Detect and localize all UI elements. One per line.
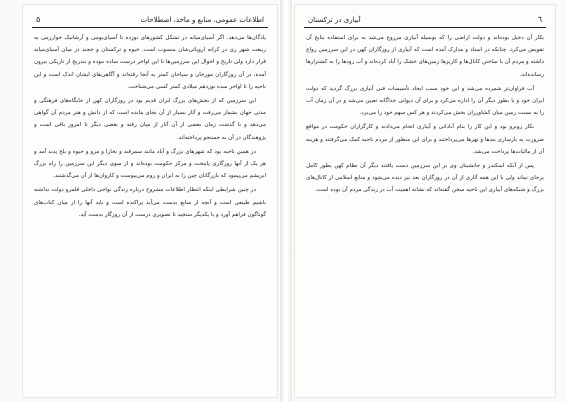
right-page-header [304, 14, 546, 28]
right-paragraph-2: آب فراوان‌تر شمرده می‌شد و این خود سبب ایجاد تأسیسات فنی آبیاری بزرگ گردید که دولت ایران خود و یا بطور دیگر آن را اداره می‌کرد و برای آن دیوانی جداگانه تعیین می‌شد و در آن زمان آب را به نسبت زمین میان کشاورزان بخش می‌کردند و هر کس سهم خود را می‌برد. [306, 85, 544, 117]
left-page [22, 4, 278, 398]
left-paragraph-3: در همین ناحیه بود که شهرهای بزرگ و آباد مانند سمرقند و بخارا و مرو و خیوه و بلخ پدید آمد و هر یک از آنها روزگاری پایتخت و مرکز حکومت بوده‌اند و از سوی دیگر این سرزمین را راه بزرگ ابریشم می‌پیمود که بازرگانان چین را به ایران و روم می‌پیوست و کاروان‌ها از آن می‌گذشتند. [34, 148, 266, 180]
right-paragraph-1: بکار آن دخیل بوده‌اند و دولت اراضی را که بوسیله آبیاری مزروع می‌شد به برای استفاده بتایج آن تفویض می‌کرد. چنانکه در اسناد و مدارک آمده است که آبیاری از روزگاران کهن در این سرزمین رواج داشته و مردم آن با ساختن کانال‌ها و کاریزها زمین‌های خشک را آباد کرده‌اند و آب رودها را به کشتزارها رسانده‌اند. [306, 35, 544, 78]
right-page [294, 4, 556, 398]
right-page-body [306, 32, 544, 390]
right-running-head: آبیاری در ترکستان [308, 16, 361, 24]
right-paragraph-3: بکار روبرو بود و این کار را بنام آبادانی و آبیاری انجام می‌دادند و کارگزاران حکومت در مواقع ضرورت به بازسازی بندها و نهرها می‌پرداختند و برای این منظور از مردم ناحیه کمک می‌گرفتند و هزینه آن از مالیات‌ها پرداخت می‌شد. [306, 124, 544, 155]
left-page-header [32, 14, 268, 28]
left-running-head: اطلاعات عمومی، منابع و ماخذ، اصطلاحات [140, 16, 264, 24]
left-paragraph-4: در چنین شرایطی اینکه انتظار اطلاعات مشروح درباره زندگی نواحی داخلی قلمرو دولت نداشته باشیم طبیعی است و آنچه از منابع بدست می‌آید پراکنده است و باید آنها را از میان کتاب‌های گوناگون فراهم آورد و با یکدیگر سنجید تا تصویری درست از آن روزگار بدست آید. [34, 187, 266, 218]
right-page-number: ٦ [537, 15, 542, 24]
left-paragraph-2: این سرزمین که از بخش‌های بزرگ ایران قدیم بود در روزگاران کهن از جایگاه‌های فرهنگی و مدنی جهان بشمار می‌رفت و آثار بسیار از آن بجای مانده است که از دانش و هنر مردم آن گواهی می‌دهد و با گذشت زمان بعضی از آن آثار از میان رفته و بعضی دیگر تا امروز باقی است و پژوهندگان در آن به جستجو پرداخته‌اند. [34, 98, 266, 141]
left-page-number: ٥ [36, 15, 41, 24]
left-page-body [34, 32, 266, 390]
left-paragraph-1: پادگان‌ها می‌دهد. اگر آسیای‌میانه در تشکل کشورهای نوزده تا آسیای‌بومی و آرشانیک خوارزمی به ربیعت شهر ری در کرانه اروپائی‌شان منسوب است. خیوه و ترکستان و خجند در میان آسیای‌میانه قرار دارد ولی تاریخ و احوال این سرزمین‌ها تا این اواخر درست ساده نبوده و بتدریج از تاریکی بیرون آمده، در آن روزگاران مورخان و سیاحان کمتر به آنجا رفته‌اند و آگاهی‌های ایشان اندک است و این ناحیه را تا اواخر سده نوزدهم میلادی کمتر کسی می‌شناخت. [34, 35, 266, 90]
book-gutter [280, 0, 292, 402]
right-paragraph-4: پس از آنکه اسکندر و جانشینان وی بر این سرزمین دست یافتند دیگر آن نظام کهن بطور کامل برجای نماند ولی با این همه آثاری از آن در روزگاران بعد نیز دیده می‌شود و منابع اسلامی از کانال‌های بزرگ و شبکه‌های آبیاری این ناحیه سخن گفته‌اند که نشانه اهمیت آب در زندگی مردم آن بوده است. [306, 163, 544, 194]
